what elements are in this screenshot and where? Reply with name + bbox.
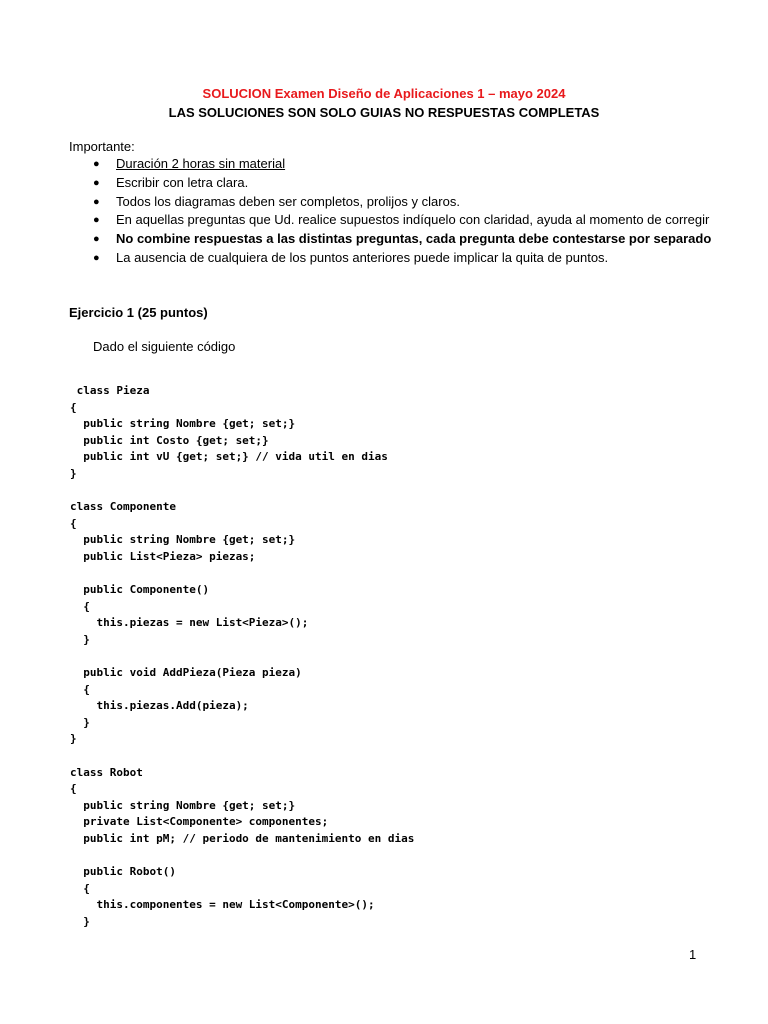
document-subtitle: LAS SOLUCIONES SON SOLO GUIAS NO RESPUESTAS COMPLETAS xyxy=(168,105,600,120)
important-label: Importante: xyxy=(69,139,135,154)
bullet-icon: ● xyxy=(93,233,100,246)
bullet-icon: ● xyxy=(93,195,100,208)
instruction-text: En aquellas preguntas que Ud. realice supuestos indíquelo con claridad, ayuda al momento de corregir xyxy=(116,212,710,228)
bullet-icon: ● xyxy=(93,251,100,264)
instruction-text: Todos los diagramas deben ser completos, prolijos y claros. xyxy=(116,193,460,209)
document-title: SOLUCION Examen Diseño de Aplicaciones 1 – mayo 2024 xyxy=(202,86,566,101)
bullet-icon: ● xyxy=(93,214,100,227)
instruction-text: Escribir con letra clara. xyxy=(116,174,249,190)
instruction-text: La ausencia de cualquiera de los puntos anteriores puede implicar la quita de puntos. xyxy=(116,249,609,265)
page-number: 1 xyxy=(689,947,697,962)
instruction-item xyxy=(93,174,711,193)
bullet-icon: ● xyxy=(93,158,100,170)
instruction-item xyxy=(93,193,711,212)
exercise-title: Ejercicio 1 (25 puntos) xyxy=(69,305,208,320)
instruction-item xyxy=(93,211,711,230)
instructions-list xyxy=(93,155,711,268)
code-block: class Pieza { public string Nombre {get; set;} public int Costo {get; set;} public int vU {get; set;} // vida util en dias } class Componente { public string Nombre {get; set;} public List<Pieza> piezas; public Componente() { this.piezas = new List<Pieza>(); } public void AddPieza(Pieza pieza) { this.piezas.Add(pieza); } } class Robot { public string Nombre {get; set;} private List<Componente> componentes; public int pM; // periodo de mantenimiento en dias public Robot() { this.componentes = new List<Componente>(); } xyxy=(70,384,415,928)
exercise-intro: Dado el siguiente código xyxy=(93,339,236,354)
instruction-item xyxy=(93,230,711,249)
instruction-item xyxy=(93,155,711,174)
instruction-item xyxy=(93,249,711,268)
instruction-text: Duración 2 horas sin material xyxy=(116,156,286,171)
bullet-icon: ● xyxy=(93,176,100,189)
instruction-text: No combine respuestas a las distintas preguntas, cada pregunta debe contestarse por separado xyxy=(116,231,712,247)
